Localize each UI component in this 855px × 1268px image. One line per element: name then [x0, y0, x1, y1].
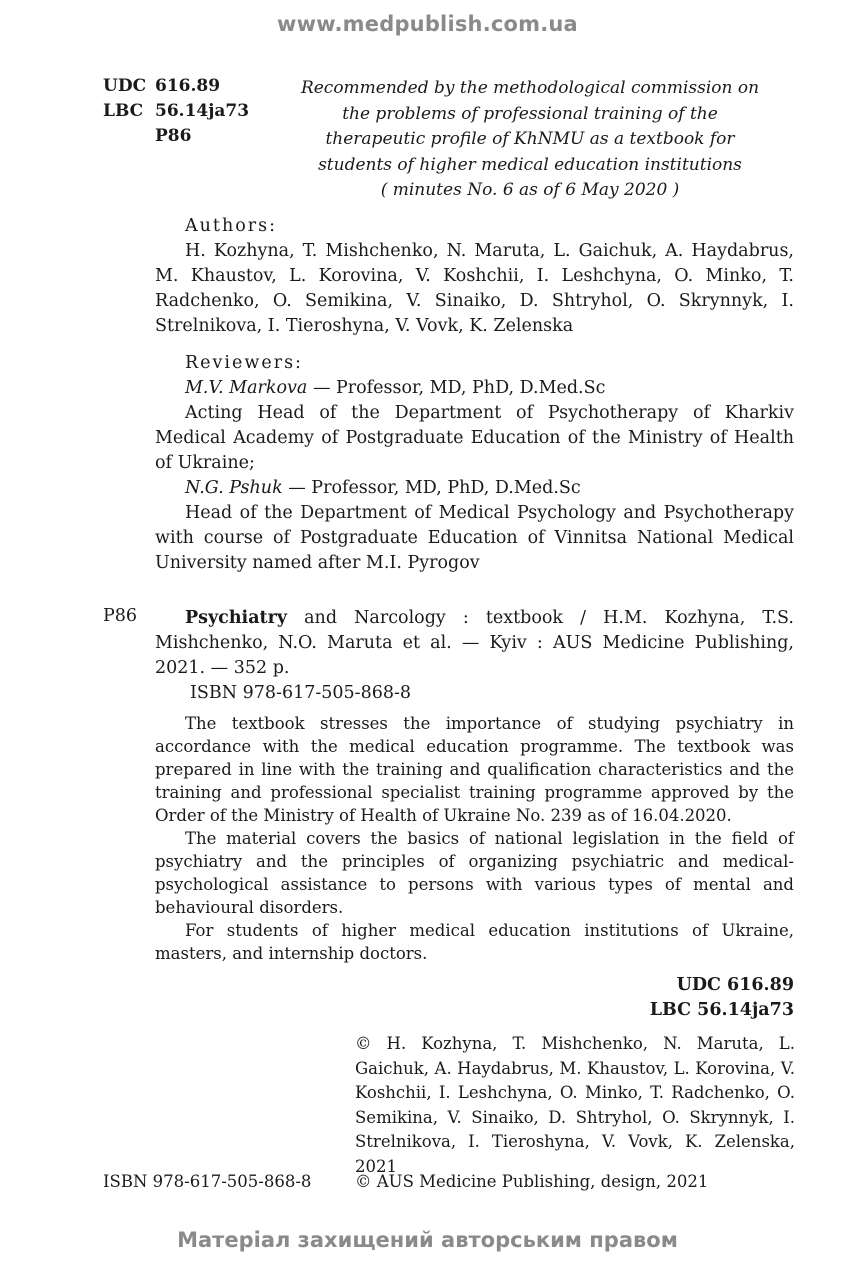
reviewer-2-position: Head of the Department of Medical Psychology and Psychotherapy with course of Postgraduate Education of Vinnitsa National Medical University named after M.I. Pyrogov [155, 503, 794, 573]
lbc-value: 56.14ja73 [155, 101, 250, 121]
annotation-paragraph-1: The textbook stresses the importance of studying psychiatry in accordance with the medical education programme. The textbook was prepared in line with the training and qualification characteristics and the training and professional specialist training programme approved by the Order of the Ministry of Health of Ukraine No. 239 as of 16.04.2020. [155, 714, 794, 825]
catalog-udc: UDC 616.89 [676, 975, 794, 995]
reviewer-1-name: M.V. Markova [185, 378, 308, 398]
catalog-lbc: LBC 56.14ja73 [649, 1000, 794, 1020]
recommendation-note [268, 76, 792, 204]
lbc-label: LBC [103, 101, 144, 121]
copyright-watermark: Матеріал захищений авторським правом [177, 1228, 678, 1252]
annotation [155, 712, 794, 965]
catalog-codes [560, 973, 794, 1023]
citation-details: and Narcology : textbook / H.M. Kozhyna, T.S. Mishchenko, N.O. Maruta et al. — Kyiv : AUS Medicine Publishing, 2021. — 352 p. [155, 608, 794, 678]
catalog-entry [155, 606, 794, 706]
author-mark-row [103, 124, 249, 149]
book-title: Psychiatry [185, 608, 288, 628]
reviewers-section [155, 351, 794, 576]
citation [155, 606, 794, 681]
authors-heading: Authors: [185, 216, 277, 236]
copyright-publisher: © AUS Medicine Publishing, design, 2021 [355, 1172, 709, 1191]
udc-value: 616.89 [155, 76, 221, 96]
isbn-footer: ISBN 978-617-505-868-8 [103, 1172, 312, 1191]
reviewer-1-position: Acting Head of the Department of Psychotherapy of Kharkiv Medical Academy of Postgraduate Education of the Ministry of Health of Ukraine; [155, 403, 794, 473]
recommendation-line: Recommended by the methodological commission on [300, 78, 760, 98]
udc-row [103, 74, 249, 99]
reviewer-2 [155, 476, 794, 501]
catalog-isbn: ISBN 978-617-505-868-8 [190, 683, 412, 703]
classification-codes [103, 74, 249, 149]
udc-label: UDC [103, 76, 147, 96]
annotation-paragraph-3: For students of higher medical education institutions of Ukraine, masters, and internship doctors. [155, 921, 794, 963]
reviewer-1-title: — Professor, MD, PhD, D.Med.Sc [307, 378, 606, 398]
reviewer-2-title: — Professor, MD, PhD, D.Med.Sc [282, 478, 581, 498]
author-mark: P86 [155, 126, 192, 146]
recommendation-line: students of higher medical education institutions [318, 154, 742, 175]
lbc-row [103, 99, 249, 124]
reviewers-heading: Reviewers: [185, 353, 303, 373]
authors-section [155, 214, 794, 339]
recommendation-line: therapeutic profile of KhNMU as a textbook for [325, 129, 735, 149]
recommendation-line: ( minutes No. 6 as of 6 May 2020 ) [380, 180, 680, 200]
publisher-url: www.medpublish.com.ua [277, 12, 578, 36]
reviewer-1 [155, 376, 794, 401]
annotation-paragraph-2: The material covers the basics of national legislation in the field of psychiatry and the principles of organizing psychiatric and medical-psychological assistance to persons with various types of mental and behavioural disorders. [155, 829, 794, 917]
catalog-mark: P86 [103, 606, 138, 626]
authors-list: H. Kozhyna, T. Mishchenko, N. Maruta, L. Gaichuk, A. Haydabrus, M. Khaustov, L. Korovina, V. Koshchii, I. Leshchyna, O. Minko, T. Radchenko, O. Semikina, V. Sinaiko, D. Shtryhol, O. Skrynnyk, I. Strelnikova, I. Tieroshyna, V. Vovk, K. Zelenska [155, 241, 794, 336]
recommendation-line: the problems of professional training of the [342, 103, 718, 124]
reviewer-2-name: N.G. Pshuk [185, 478, 283, 498]
copyright-authors: © H. Kozhyna, T. Mishchenko, N. Maruta, L. Gaichuk, A. Haydabrus, M. Khaustov, L. Korovina, V. Koshchii, I. Leshchyna, O. Minko, T. Radchenko, O. Semikina, V. Sinaiko, D. Shtryhol, O. Skrynnyk, I. Strelnikova, I. Tieroshyna, V. Vovk, K. Zelenska, 2021 [355, 1034, 795, 1176]
